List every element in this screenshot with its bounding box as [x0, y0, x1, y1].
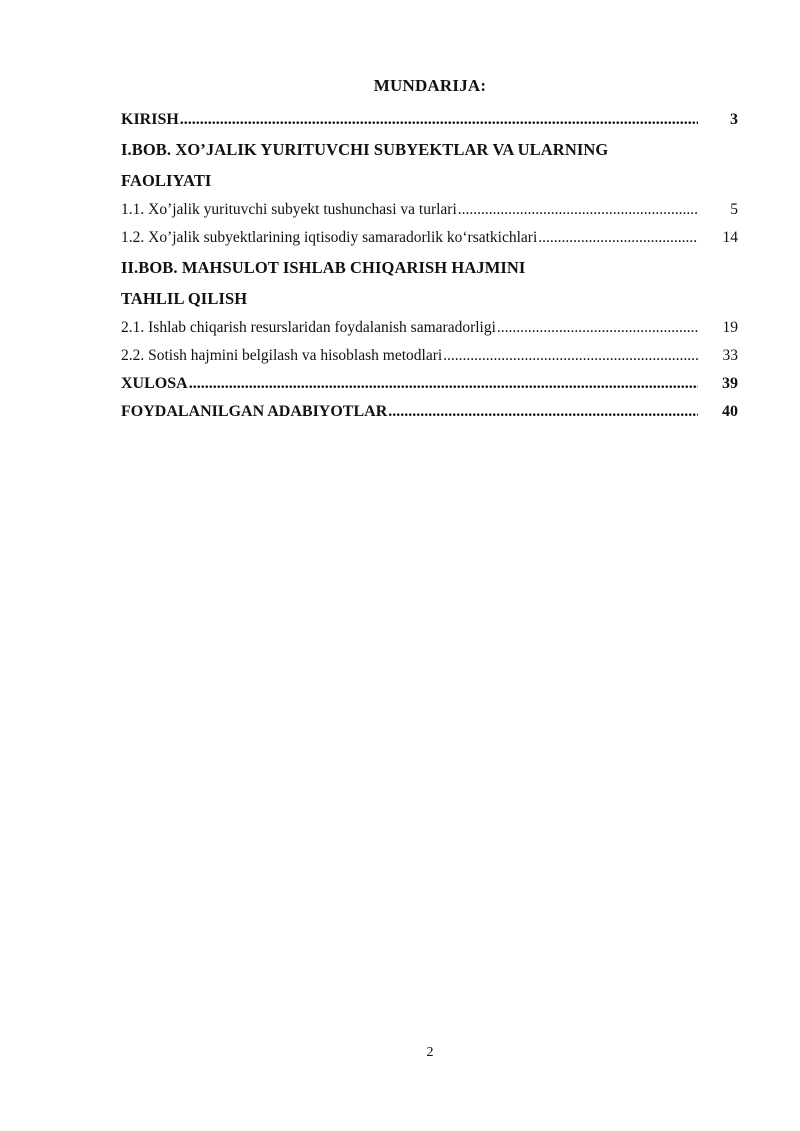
dot-leader	[497, 314, 698, 342]
dot-leader	[443, 342, 698, 370]
toc-entry-page: 40	[722, 403, 738, 420]
dot-leader	[180, 106, 698, 134]
toc-chapter-1-heading[interactable]	[121, 134, 738, 165]
toc-entry-kirish[interactable]	[121, 106, 738, 134]
toc-entry-label: 2.1. Ishlab chiqarish resurslaridan foydalanish samaradorligi	[121, 319, 496, 336]
toc-entry-label: FOYDALANILGAN ADABIYOTLAR	[121, 403, 388, 420]
toc-chapter-label: TAHLIL QILISH	[121, 289, 248, 308]
dot-leader	[388, 398, 698, 426]
toc-entry-2-1[interactable]	[121, 314, 738, 342]
page-number: 2	[426, 1045, 434, 1060]
toc-entry-page: 5	[730, 201, 738, 218]
toc-chapter-label: II.BOB. MAHSULOT ISHLAB CHIQARISH HAJMINI	[121, 258, 526, 277]
toc-entry-xulosa[interactable]	[121, 370, 738, 398]
toc-chapter-2-heading[interactable]	[121, 252, 738, 283]
toc-entry-label: KIRISH	[121, 111, 179, 128]
toc-entry-1-1[interactable]	[121, 196, 738, 224]
toc-entry-1-2[interactable]	[121, 224, 738, 252]
toc-entry-2-2[interactable]	[121, 342, 738, 370]
dot-leader	[538, 224, 698, 252]
dot-leader	[458, 196, 698, 224]
toc-chapter-label: FAOLIYATI	[121, 171, 212, 190]
toc-entry-label: 1.2. Xo’jalik subyektlarining iqtisodiy samaradorlik ko‘rsatkichlari	[121, 229, 538, 246]
toc-chapter-1-heading-cont[interactable]	[121, 165, 738, 196]
toc-entry-label: 1.1. Xo’jalik yurituvchi subyekt tushunchasi va turlari	[121, 201, 457, 218]
toc-entry-label: XULOSA	[121, 375, 188, 392]
toc-entry-label: 2.2. Sotish hajmini belgilash va hisoblash metodlari	[121, 347, 443, 364]
table-of-contents	[121, 106, 738, 426]
toc-entry-page: 19	[722, 319, 738, 336]
toc-entry-page: 3	[730, 111, 738, 128]
toc-chapter-label: I.BOB. XO’JALIK YURITUVCHI SUBYEKTLAR VA ULARNING	[121, 140, 609, 159]
dot-leader	[189, 370, 698, 398]
toc-entry-page: 39	[722, 375, 738, 392]
toc-chapter-2-heading-cont[interactable]	[121, 283, 738, 314]
toc-entry-adabiyotlar[interactable]	[121, 398, 738, 426]
toc-title: MUNDARIJA:	[373, 76, 487, 95]
toc-entry-page: 33	[722, 347, 738, 364]
toc-entry-page: 14	[722, 229, 738, 246]
